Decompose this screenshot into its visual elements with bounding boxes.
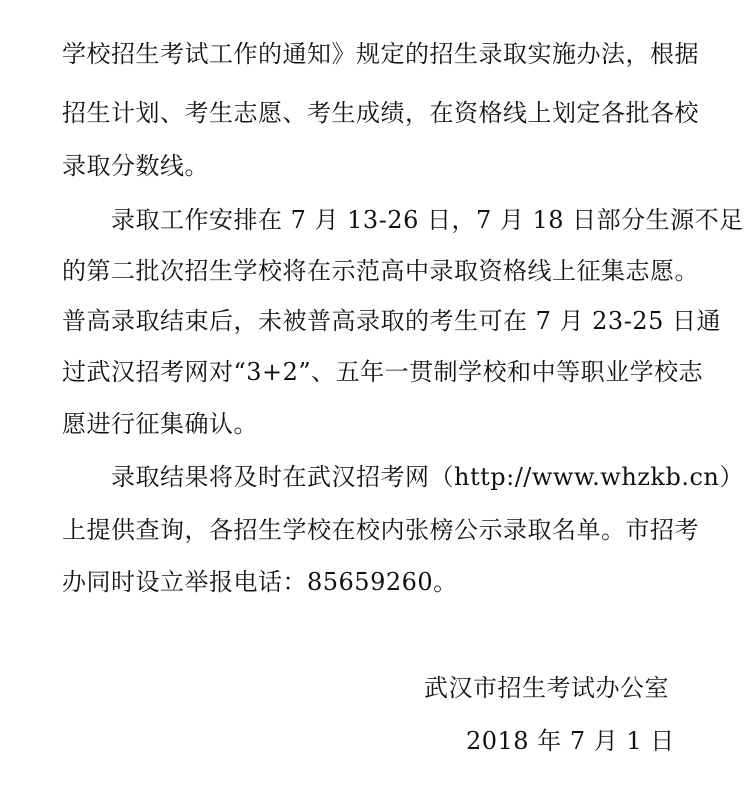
paragraph-3-line-1: 录取结果将及时在武汉招考网（http://www.whzkb.cn） — [62, 463, 744, 491]
paragraph-2-line-1: 录取工作安排在 7 月 13-26 日，7 月 18 日部分生源不足 — [62, 206, 744, 234]
signature-organization: 武汉市招生考试办公室 — [424, 674, 669, 702]
paragraph-1-line-2: 招生计划、考生志愿、考生成绩，在资格线上划定各批各校 — [62, 99, 699, 127]
paragraph-2-line-4: 过武汉招考网对“3+2”、五年一贯制学校和中等职业学校志 — [62, 358, 704, 386]
paragraph-3-line-3: 办同时设立举报电话：85659260。 — [62, 568, 458, 596]
paragraph-2-line-5: 愿进行征集确认。 — [62, 410, 258, 438]
paragraph-2-line-2: 的第二批次招生学校将在示范高中录取资格线上征集志愿。 — [62, 257, 699, 285]
paragraph-1-line-1: 学校招生考试工作的通知》规定的招生录取实施办法，根据 — [62, 40, 699, 68]
paragraph-3-line-2: 上提供查询，各招生学校在校内张榜公示录取名单。市招考 — [62, 516, 699, 544]
paragraph-2-line-3: 普高录取结束后，未被普高录取的考生可在 7 月 23-25 日通 — [62, 307, 721, 335]
signature-date: 2018 年 7 月 1 日 — [466, 727, 675, 755]
paragraph-1-line-3: 录取分数线。 — [62, 152, 209, 180]
